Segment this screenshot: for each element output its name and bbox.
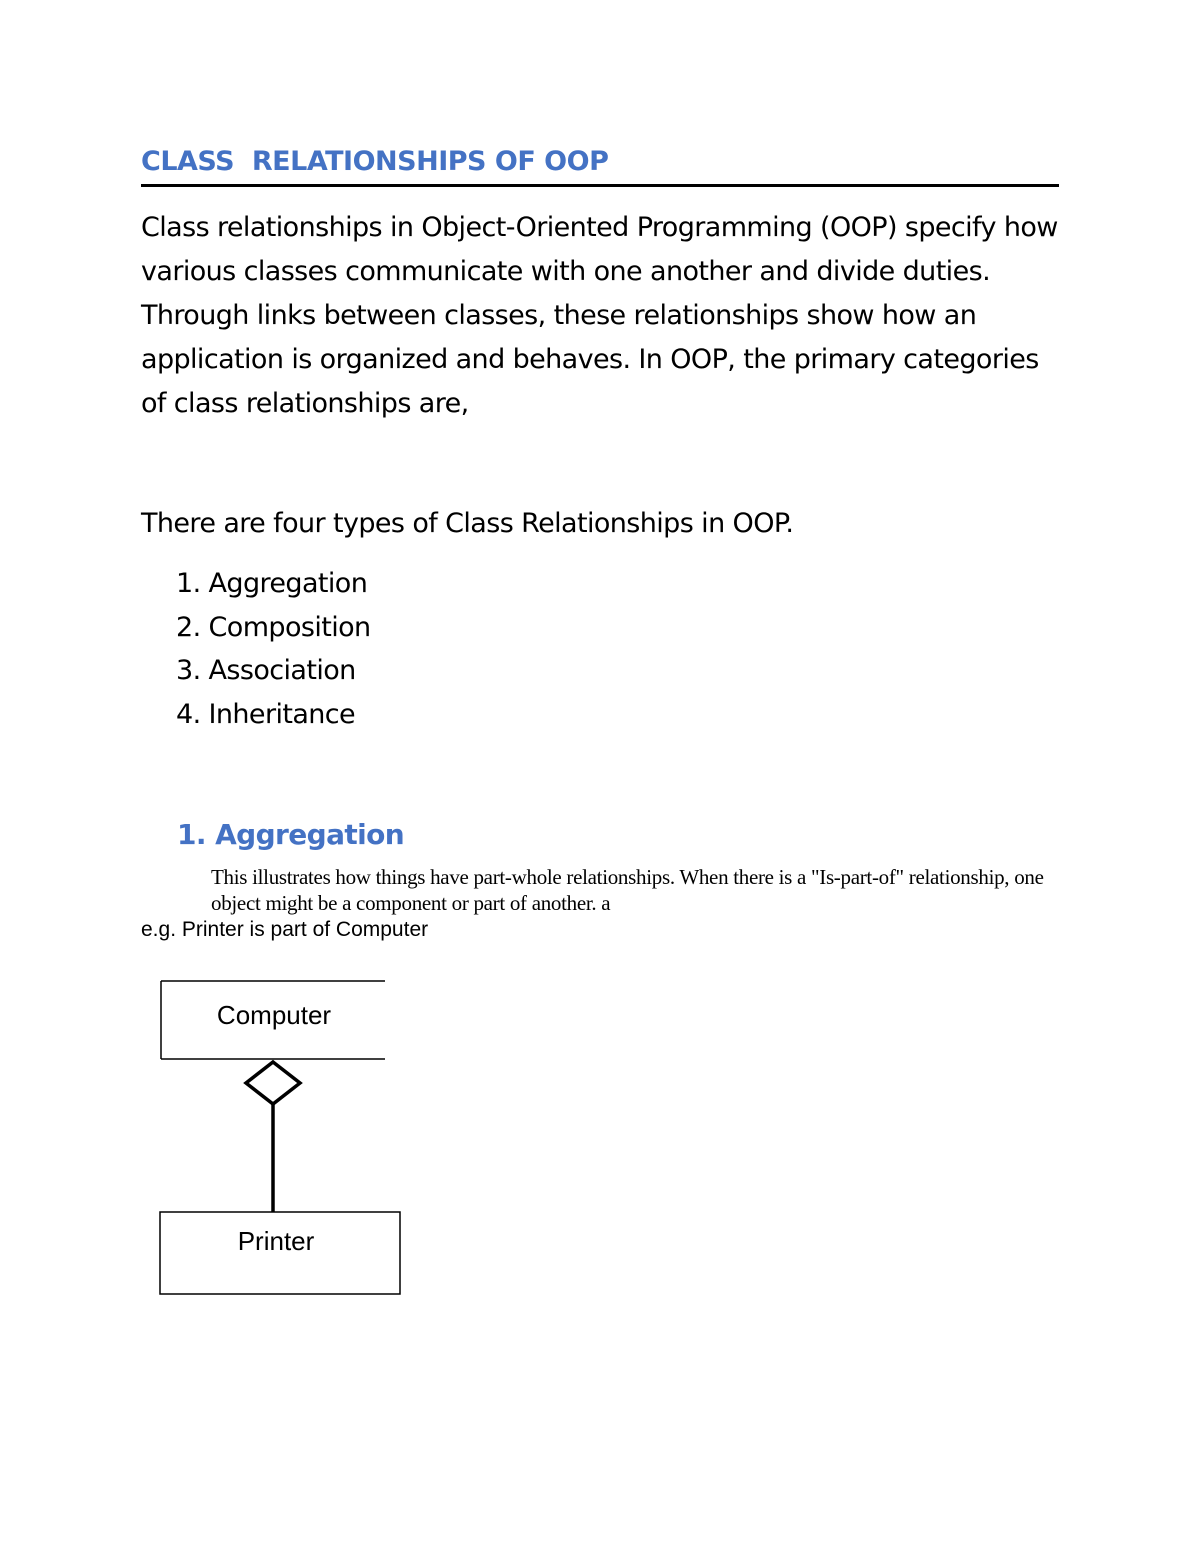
types-intro: There are four types of Class Relationships in OOP. xyxy=(141,508,794,539)
aggregation-example: e.g. Printer is part of Computer xyxy=(141,918,429,941)
printer-class-label: Printer xyxy=(237,1226,315,1256)
list-item: 3. Association xyxy=(176,655,356,686)
list-item: 2. Composition xyxy=(176,611,371,643)
page-title: CLASS RELATIONSHIPS OF OOP xyxy=(141,146,609,177)
intro-paragraph: Class relationships in Object-Oriented Programming (OOP) specify how various classes communicate with one another and divide duties. Through links between classes, these relationships show how an application is organized and behaves. In OOP, the primary categories of class relationships are, xyxy=(141,212,1058,419)
aggregation-diamond-icon xyxy=(246,1062,300,1104)
printer-class-box xyxy=(160,1212,400,1294)
list-item: 4. Inheritance xyxy=(176,698,356,730)
aggregation-heading: 1. Aggregation xyxy=(177,818,405,851)
computer-class-label: Computer xyxy=(216,1000,332,1030)
list-item: 1. Aggregation xyxy=(176,568,368,599)
title-underline xyxy=(141,184,1059,187)
aggregation-diagram xyxy=(150,970,420,1310)
aggregation-description: This illustrates how things have part-whole relationships. When there is a "Is-part-of" relationship, one object might be a component or part of another. a xyxy=(211,865,1044,915)
relationship-types-list xyxy=(176,562,371,736)
computer-class-box xyxy=(161,981,385,1059)
